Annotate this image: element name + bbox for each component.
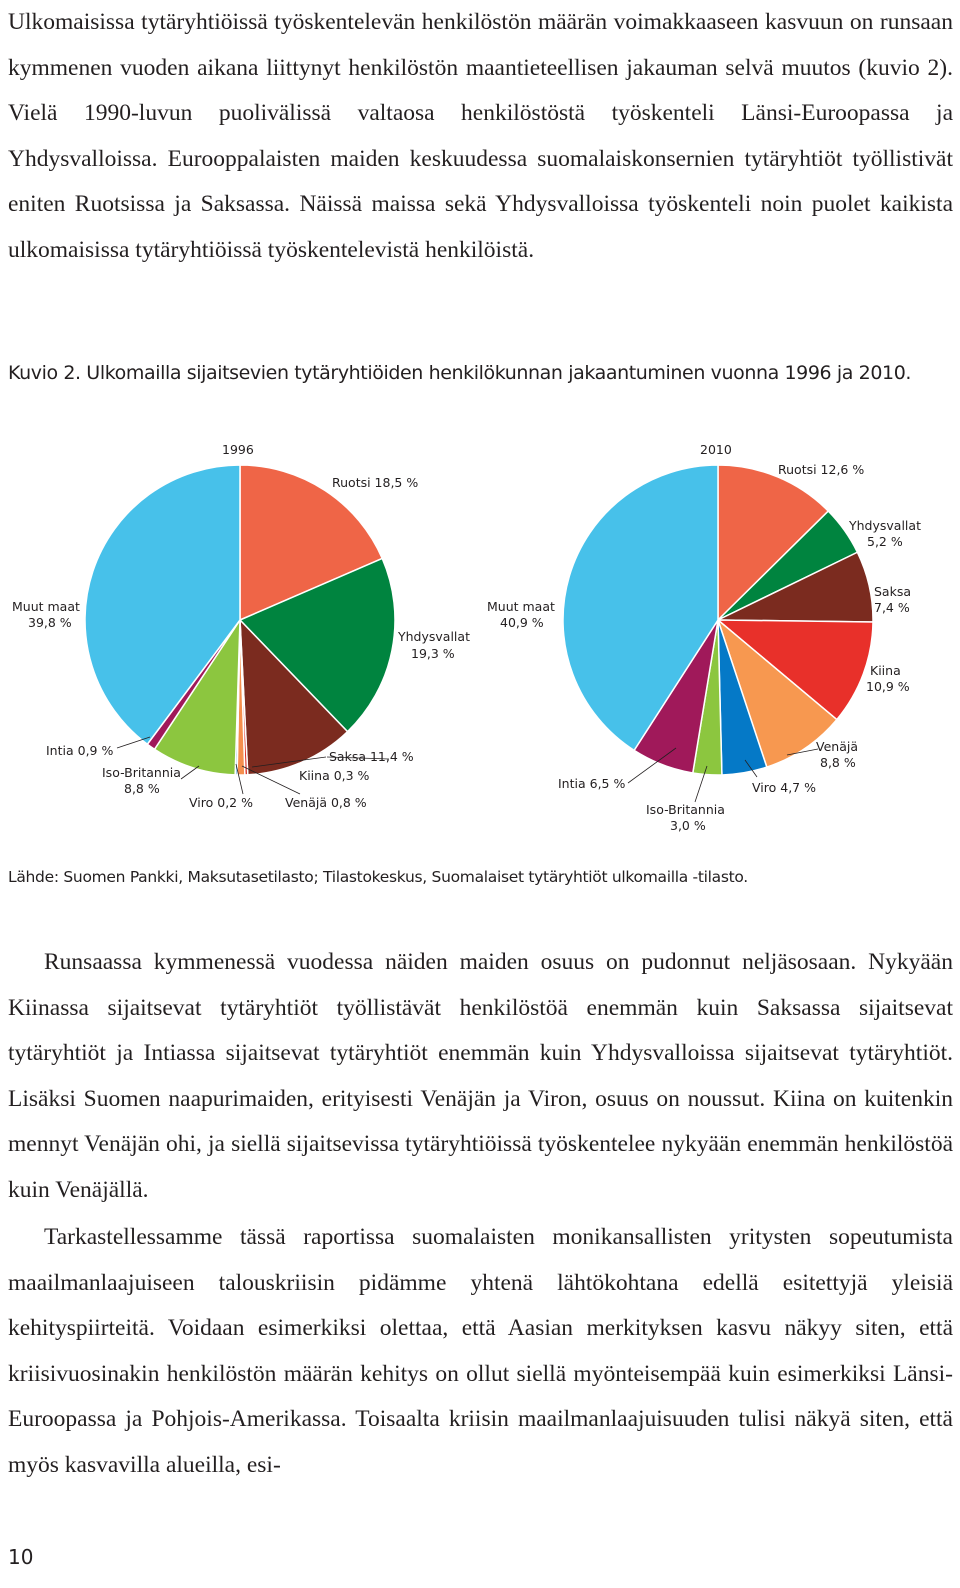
label-viro-1996: Viro 0,2 % <box>189 795 253 810</box>
pie-charts-figure <box>0 430 960 850</box>
label-intia-1996: Intia 0,9 % <box>46 743 114 758</box>
label-kiina-1996: Kiina 0,3 % <box>299 768 370 783</box>
label-iso-britannia-2010: Iso-Britannia <box>646 802 725 817</box>
label-ruotsi-2010: Ruotsi 12,6 % <box>778 462 865 477</box>
label-ruotsi-1996: Ruotsi 18,5 % <box>332 475 419 490</box>
label-muut-maat-1996-value: 39,8 % <box>28 615 72 630</box>
label-iso-britannia-2010-value: 3,0 % <box>670 818 706 833</box>
label-muut-maat-2010: Muut maat <box>487 599 555 614</box>
label-yhdysvallat-1996-value: 19,3 % <box>411 646 455 661</box>
label-venaja-1996: Venäjä 0,8 % <box>285 795 367 810</box>
page-number: 10 <box>8 1545 34 1569</box>
label-muut-maat-2010-value: 40,9 % <box>500 615 544 630</box>
label-saksa-1996: Saksa 11,4 % <box>329 749 414 764</box>
chart2-title: 2010 <box>700 442 732 457</box>
label-saksa-2010: Saksa <box>874 584 912 599</box>
label-venaja-2010-value: 8,8 % <box>820 755 856 770</box>
body-paragraph: Ulkomaisissa tytäryhtiöissä työskentelevän henkilöstön määrän voimakkaaseen kasvuun on runsaan kymmenen vuoden aikana liittynyt henkilöstön maantieteellisen jakauman selvä muutos (kuvio 2). Vielä 1990-luvun puolivälissä valtaosa henkilöstöstä työskenteli Länsi-Euroopassa ja Yhdysvalloissa. Eurooppalaisten maiden keskuudessa suomalaiskonsernien tytäryhtiöt työllistivät eniten Ruotsissa ja Saksassa. Näissä maissa sekä Yhdysvalloissa työskenteli noin puolet kaikista ulkomaisissa tytäryhtiöissä työskentelevistä henkilöistä. <box>8 9 953 263</box>
label-kiina-2010-value: 10,9 % <box>866 679 910 694</box>
pie-chart-1996 <box>85 465 395 775</box>
label-saksa-2010-value: 7,4 % <box>874 600 910 615</box>
label-iso-britannia-1996: Iso-Britannia <box>102 765 181 780</box>
body-paragraph: Tarkastellessamme tässä raportissa suomalaisten monikansallisten yritysten sopeutumista maailmanlaajuiseen talouskriisin pidämme yhtenä lähtökohtana edellä esitettyjä yleisiä kehityspiirteitä. Voidaan esimerkiksi olettaa, että Aasian merkityksen kasvu näkyy siten, että kriisivuosinakin henkilöstön määrän kehitys on ollut siellä myönteisempää kuin esimerkiksi Länsi-Euroopassa ja Pohjois-Amerikassa. Toisaalta kriisin maailmanlaajuisuuden tulisi näkyä siten, että myös kasvavilla alueilla, esi- <box>8 1224 953 1478</box>
figure-caption: Kuvio 2. Ulkomailla sijaitsevien tytäryhtiöiden henkilökunnan jakaantuminen vuonna 1996 ja 2010. <box>8 362 912 384</box>
label-intia-2010: Intia 6,5 % <box>558 776 626 791</box>
label-yhdysvallat-2010-value: 5,2 % <box>867 534 903 549</box>
label-kiina-2010: Kiina <box>870 663 901 678</box>
chart1-title: 1996 <box>222 442 254 457</box>
label-iso-britannia-1996-value: 8,8 % <box>124 781 160 796</box>
source-note: Lähde: Suomen Pankki, Maksutasetilasto; Tilastokeskus, Suomalaiset tytäryhtiöt ulkomailla -tilasto. <box>8 868 748 886</box>
label-muut-maat-1996: Muut maat <box>12 599 80 614</box>
body-paragraph: Runsaassa kymmenessä vuodessa näiden maiden osuus on pudonnut neljäsosaan. Nykyään Kiinassa sijaitsevat tytäryhtiöt työllistävät henkilöstöä enemmän kuin Saksassa sijaitsevat tytäryhtiöt ja Intiassa sijaitsevat tytäryhtiöt enemmän kuin Yhdysvalloissa sijaitsevat tytäryhtiöt. Lisäksi Suomen naapurimaiden, erityisesti Venäjän ja Viron, osuus on noussut. Kiina on kuitenkin mennyt Venäjän ohi, ja siellä sijaitsevissa tytäryhtiöissä työskentelee nykyään enemmän henkilöstöä kuin Venäjällä. <box>8 949 953 1203</box>
label-yhdysvallat-1996: Yhdysvallat <box>398 629 470 644</box>
label-venaja-2010: Venäjä <box>816 739 858 754</box>
pie-chart-2010 <box>563 465 873 775</box>
label-yhdysvallat-2010: Yhdysvallat <box>849 518 921 533</box>
label-viro-2010: Viro 4,7 % <box>752 780 816 795</box>
leader-line <box>181 766 199 779</box>
